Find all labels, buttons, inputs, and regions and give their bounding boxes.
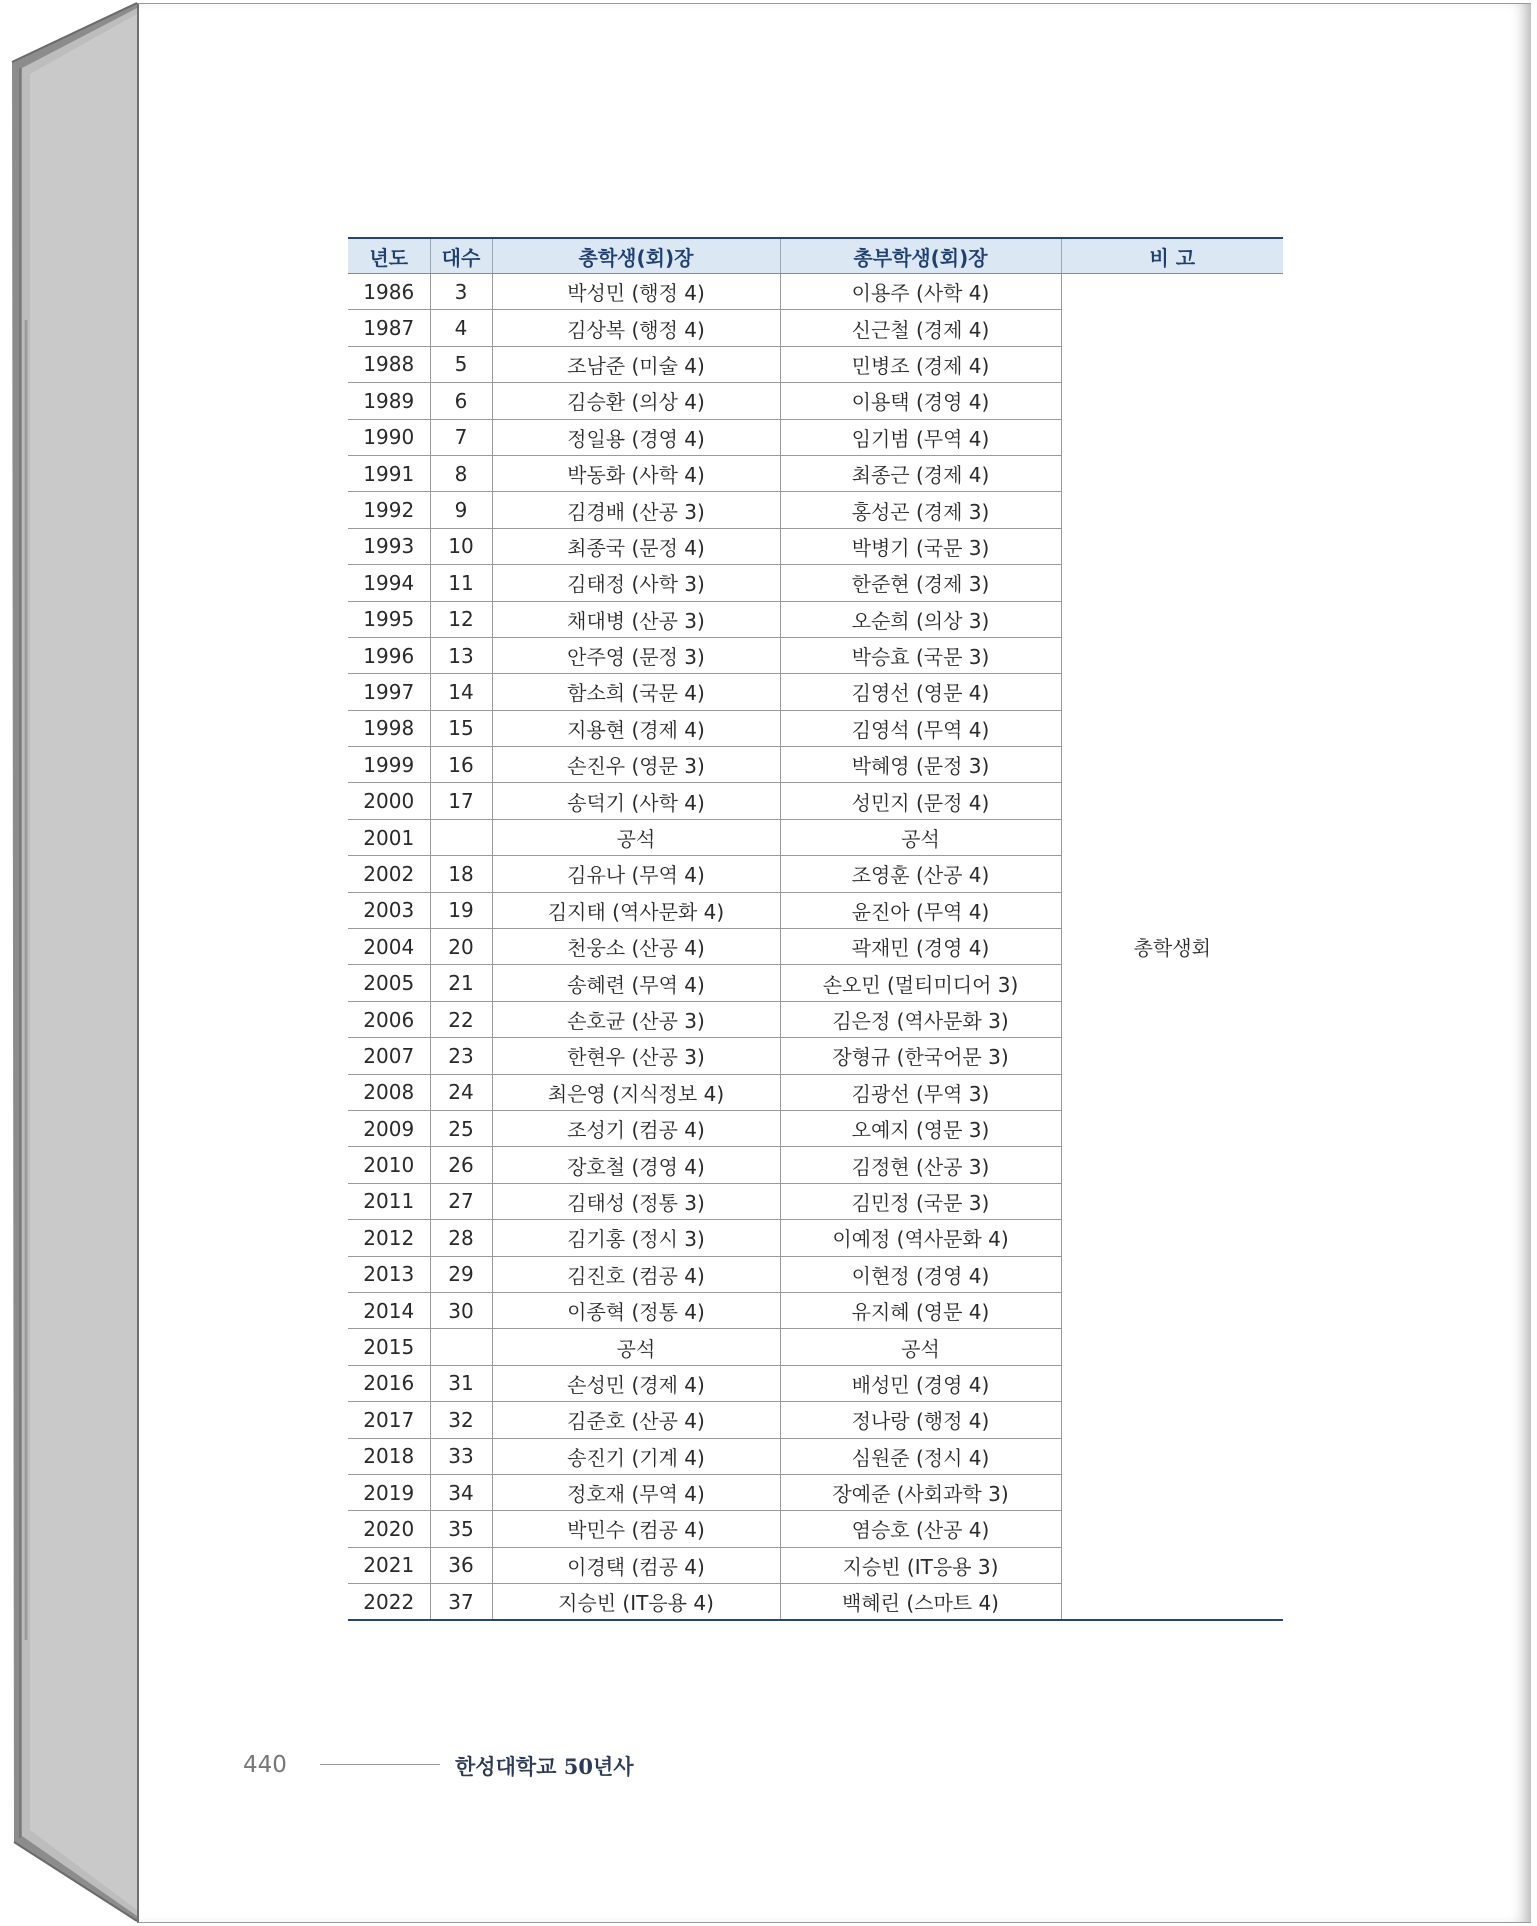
cell-term: 33	[430, 1438, 492, 1474]
cell-vice-president: 김민정 (국문 3)	[780, 1183, 1061, 1219]
cell-president: 지용현 (경제 4)	[492, 710, 780, 746]
cell-vice-president: 김영석 (무역 4)	[780, 710, 1061, 746]
cell-vice-president: 김정현 (산공 3)	[780, 1147, 1061, 1183]
cell-vice-president: 이예정 (역사문화 4)	[780, 1220, 1061, 1256]
cell-vice-president: 백혜린 (스마트 4)	[780, 1584, 1061, 1621]
cell-president: 박민수 (컴공 4)	[492, 1511, 780, 1547]
cell-term: 25	[430, 1110, 492, 1146]
cell-year: 1996	[348, 637, 430, 673]
cell-president: 김진호 (컴공 4)	[492, 1256, 780, 1292]
cell-term: 13	[430, 637, 492, 673]
cell-year: 2012	[348, 1220, 430, 1256]
cell-term: 19	[430, 892, 492, 928]
cell-vice-president: 민병조 (경제 4)	[780, 346, 1061, 382]
cell-vice-president: 최종근 (경제 4)	[780, 455, 1061, 491]
cell-year: 2010	[348, 1147, 430, 1183]
cell-year: 1995	[348, 601, 430, 637]
cell-president: 송혜련 (무역 4)	[492, 965, 780, 1001]
cell-year: 1986	[348, 274, 430, 310]
cell-year: 1992	[348, 492, 430, 528]
cell-president: 정일용 (경영 4)	[492, 419, 780, 455]
cell-year: 2007	[348, 1038, 430, 1074]
header-vice-president: 총부학생(회)장	[780, 238, 1061, 274]
cell-year: 1987	[348, 310, 430, 346]
cell-president: 최종국 (문정 4)	[492, 528, 780, 564]
cell-year: 2020	[348, 1511, 430, 1547]
cell-year: 2002	[348, 856, 430, 892]
cell-year: 2016	[348, 1365, 430, 1401]
cell-term: 11	[430, 565, 492, 601]
cell-president: 조남준 (미술 4)	[492, 346, 780, 382]
cell-term: 26	[430, 1147, 492, 1183]
cell-president: 천웅소 (산공 4)	[492, 929, 780, 965]
cell-president: 채대병 (산공 3)	[492, 601, 780, 637]
cell-term: 37	[430, 1584, 492, 1621]
cell-year: 1994	[348, 565, 430, 601]
cell-year: 2014	[348, 1292, 430, 1328]
cell-president: 지승빈 (IT응용 4)	[492, 1584, 780, 1621]
table-row	[348, 274, 1283, 310]
cell-term: 31	[430, 1365, 492, 1401]
cell-vice-president: 신근철 (경제 4)	[780, 310, 1061, 346]
cell-vice-president: 오예지 (영문 3)	[780, 1110, 1061, 1146]
cell-president: 송진기 (기계 4)	[492, 1438, 780, 1474]
cell-year: 1993	[348, 528, 430, 564]
cell-term: 29	[430, 1256, 492, 1292]
cell-term: 22	[430, 1001, 492, 1037]
cell-year: 2017	[348, 1402, 430, 1438]
cell-president: 김기홍 (정시 3)	[492, 1220, 780, 1256]
cell-term: 34	[430, 1474, 492, 1510]
cell-president: 박동화 (사학 4)	[492, 455, 780, 491]
cell-term: 10	[430, 528, 492, 564]
cell-president: 정호재 (무역 4)	[492, 1474, 780, 1510]
cell-president: 김태정 (사학 3)	[492, 565, 780, 601]
cell-year: 2022	[348, 1584, 430, 1621]
cell-vice-president: 김은정 (역사문화 3)	[780, 1001, 1061, 1037]
cell-term: 16	[430, 747, 492, 783]
cell-term: 6	[430, 383, 492, 419]
cell-term: 17	[430, 783, 492, 819]
cell-president: 안주영 (문정 3)	[492, 637, 780, 673]
cell-year: 1998	[348, 710, 430, 746]
cell-vice-president: 심원준 (정시 4)	[780, 1438, 1061, 1474]
cell-term: 18	[430, 856, 492, 892]
cell-vice-president: 공석	[780, 1329, 1061, 1365]
cell-year: 1991	[348, 455, 430, 491]
cell-term: 35	[430, 1511, 492, 1547]
cell-year: 2001	[348, 819, 430, 855]
cell-year: 2019	[348, 1474, 430, 1510]
cell-year: 2018	[348, 1438, 430, 1474]
cell-year: 2006	[348, 1001, 430, 1037]
cell-year: 2009	[348, 1110, 430, 1146]
cell-term: 4	[430, 310, 492, 346]
header-president: 총학생(회)장	[492, 238, 780, 274]
cell-president: 이경택 (컴공 4)	[492, 1547, 780, 1583]
header-year: 년도	[348, 238, 430, 274]
cell-term: 7	[430, 419, 492, 455]
cell-vice-president: 김영선 (영문 4)	[780, 674, 1061, 710]
cell-year: 1997	[348, 674, 430, 710]
cell-year: 1988	[348, 346, 430, 382]
header-note: 비 고	[1061, 238, 1283, 274]
cell-vice-president: 지승빈 (IT응용 3)	[780, 1547, 1061, 1583]
cell-vice-president: 염승호 (산공 4)	[780, 1511, 1061, 1547]
cell-term: 28	[430, 1220, 492, 1256]
cell-term: 27	[430, 1183, 492, 1219]
page-number: 440	[243, 1752, 287, 1778]
cell-vice-president: 이용주 (사학 4)	[780, 274, 1061, 310]
cell-year: 1989	[348, 383, 430, 419]
cell-president: 함소희 (국문 4)	[492, 674, 780, 710]
cell-president: 손진우 (영문 3)	[492, 747, 780, 783]
cell-term: 30	[430, 1292, 492, 1328]
cell-president: 장호철 (경영 4)	[492, 1147, 780, 1183]
cell-vice-president: 곽재민 (경영 4)	[780, 929, 1061, 965]
cell-year: 2013	[348, 1256, 430, 1292]
cell-president: 김준호 (산공 4)	[492, 1402, 780, 1438]
cell-year: 2000	[348, 783, 430, 819]
cell-president: 공석	[492, 1329, 780, 1365]
cell-president: 손성민 (경제 4)	[492, 1365, 780, 1401]
cell-term: 9	[430, 492, 492, 528]
cell-vice-president: 장형규 (한국어문 3)	[780, 1038, 1061, 1074]
table-header-row	[348, 238, 1283, 274]
cell-vice-president: 배성민 (경영 4)	[780, 1365, 1061, 1401]
cell-president: 김태성 (정통 3)	[492, 1183, 780, 1219]
cell-term	[430, 819, 492, 855]
cell-year: 2005	[348, 965, 430, 1001]
cell-term: 32	[430, 1402, 492, 1438]
cell-term: 23	[430, 1038, 492, 1074]
cell-term: 12	[430, 601, 492, 637]
cell-term: 14	[430, 674, 492, 710]
cell-year: 2015	[348, 1329, 430, 1365]
cell-vice-president: 조영훈 (산공 4)	[780, 856, 1061, 892]
cell-president: 송덕기 (사학 4)	[492, 783, 780, 819]
cell-vice-president: 장예준 (사회과학 3)	[780, 1474, 1061, 1510]
cell-president: 김지태 (역사문화 4)	[492, 892, 780, 928]
cell-term: 8	[430, 455, 492, 491]
cell-president: 한현우 (산공 3)	[492, 1038, 780, 1074]
cell-president: 최은영 (지식정보 4)	[492, 1074, 780, 1110]
cell-vice-president: 성민지 (문정 4)	[780, 783, 1061, 819]
cell-president: 김경배 (산공 3)	[492, 492, 780, 528]
cell-term: 3	[430, 274, 492, 310]
cell-president: 공석	[492, 819, 780, 855]
cell-term: 5	[430, 346, 492, 382]
cell-vice-president: 박혜영 (문정 3)	[780, 747, 1061, 783]
book-title: 한성대학교 50년사	[455, 1754, 634, 1779]
cell-year: 2008	[348, 1074, 430, 1110]
cell-president: 김유나 (무역 4)	[492, 856, 780, 892]
cell-president: 손호균 (산공 3)	[492, 1001, 780, 1037]
cell-vice-president: 손오민 (멀티미디어 3)	[780, 965, 1061, 1001]
cell-year: 2003	[348, 892, 430, 928]
cell-vice-president: 정나랑 (행정 4)	[780, 1402, 1061, 1438]
cell-vice-president: 김광선 (무역 3)	[780, 1074, 1061, 1110]
cell-year: 2011	[348, 1183, 430, 1219]
cell-vice-president: 임기범 (무역 4)	[780, 419, 1061, 455]
cell-vice-president: 공석	[780, 819, 1061, 855]
cell-vice-president: 한준현 (경제 3)	[780, 565, 1061, 601]
cell-president: 이종혁 (정통 4)	[492, 1292, 780, 1328]
cell-year: 2021	[348, 1547, 430, 1583]
cell-vice-president: 박병기 (국문 3)	[780, 528, 1061, 564]
cell-vice-president: 홍성곤 (경제 3)	[780, 492, 1061, 528]
cell-year: 1999	[348, 747, 430, 783]
cell-president: 조성기 (컴공 4)	[492, 1110, 780, 1146]
cell-vice-president: 윤진아 (무역 4)	[780, 892, 1061, 928]
cell-term: 20	[430, 929, 492, 965]
cell-term: 24	[430, 1074, 492, 1110]
cell-term	[430, 1329, 492, 1365]
cell-vice-president: 이용택 (경영 4)	[780, 383, 1061, 419]
footer-rule	[320, 1764, 440, 1765]
cell-vice-president: 유지혜 (영문 4)	[780, 1292, 1061, 1328]
cell-president: 김승환 (의상 4)	[492, 383, 780, 419]
cell-vice-president: 이현정 (경영 4)	[780, 1256, 1061, 1292]
cell-vice-president: 박승효 (국문 3)	[780, 637, 1061, 673]
cell-term: 36	[430, 1547, 492, 1583]
cell-term: 15	[430, 710, 492, 746]
header-term: 대수	[430, 238, 492, 274]
cell-note: 총학생회	[1061, 274, 1283, 1621]
cell-president: 김상복 (행정 4)	[492, 310, 780, 346]
cell-term: 21	[430, 965, 492, 1001]
cell-year: 1990	[348, 419, 430, 455]
cell-vice-president: 오순희 (의상 3)	[780, 601, 1061, 637]
cell-year: 2004	[348, 929, 430, 965]
student-president-table	[348, 237, 1283, 1621]
cell-president: 박성민 (행정 4)	[492, 274, 780, 310]
